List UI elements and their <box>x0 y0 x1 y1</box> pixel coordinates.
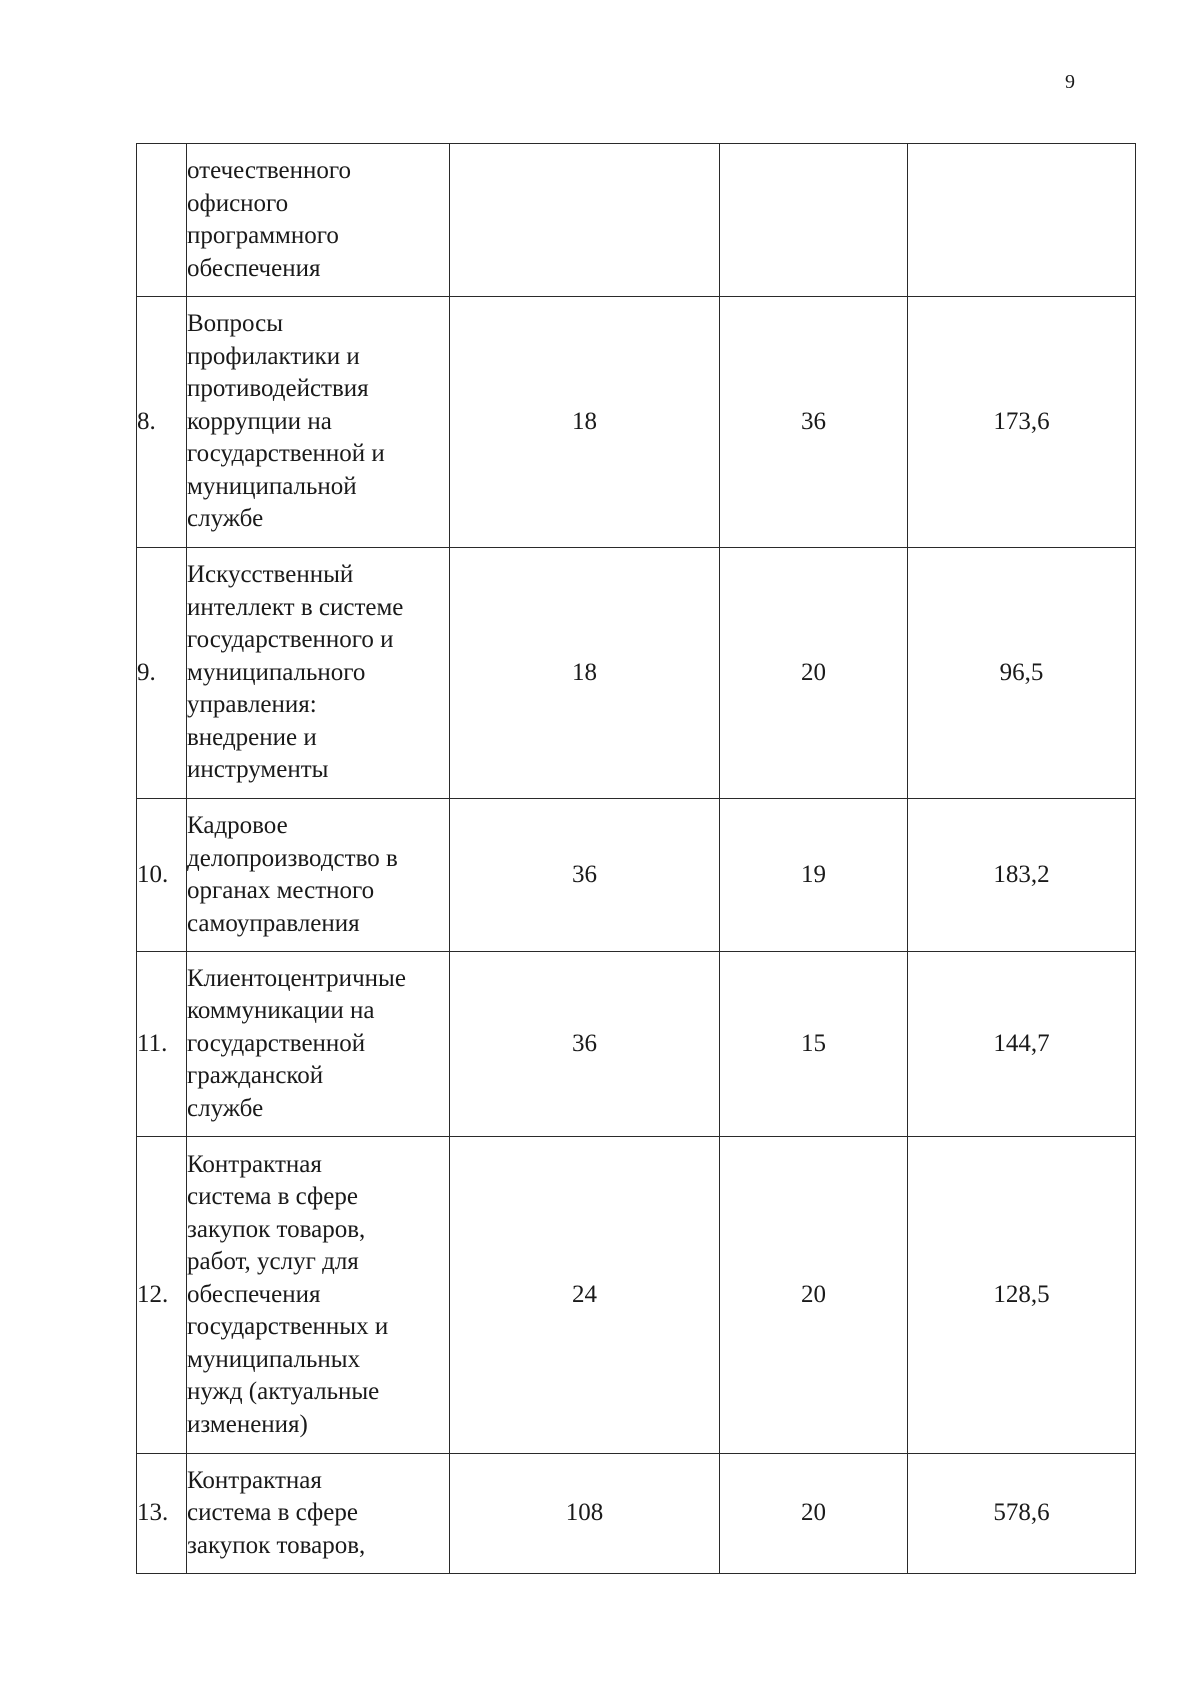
hours-cell <box>450 952 720 1137</box>
course-name: Контрактная система в сфере закупок товаров, <box>187 1454 450 1574</box>
participants-value: 20 <box>801 1499 826 1527</box>
row-number: 8. <box>137 297 187 548</box>
row-number: 11. <box>137 952 187 1137</box>
participants-value: 20 <box>801 1280 826 1308</box>
table-row <box>137 799 1136 952</box>
row-number: 13. <box>137 1454 187 1574</box>
amount-cell <box>908 297 1136 548</box>
participants-cell <box>720 799 908 952</box>
amount-cell <box>908 144 1136 297</box>
participants-value: 20 <box>801 658 826 686</box>
participants-value: 15 <box>801 1029 826 1057</box>
row-number: 9. <box>137 548 187 799</box>
participants-value: 36 <box>801 407 826 435</box>
table-row <box>137 297 1136 548</box>
participants-cell <box>720 952 908 1137</box>
row-number <box>137 144 187 297</box>
course-name: Искусственный интеллект в системе государственного и муниципального управления: внедрение и инструменты <box>187 548 450 799</box>
amount-value: 128,5 <box>993 1280 1050 1308</box>
participants-cell <box>720 1454 908 1574</box>
course-name: Клиентоцентричные коммуникации на государственной гражданской службе <box>187 952 450 1137</box>
hours-cell <box>450 1454 720 1574</box>
table-row <box>137 144 1136 297</box>
course-name: отечественного офисного программного обеспечения <box>187 144 450 297</box>
hours-value: 36 <box>572 1029 597 1057</box>
amount-cell <box>908 1454 1136 1574</box>
course-name: Вопросы профилактики и противодействия коррупции на государственной и муниципальной службе <box>187 297 450 548</box>
hours-value: 18 <box>572 407 597 435</box>
page-number: 9 <box>1065 71 1075 93</box>
table-row <box>137 548 1136 799</box>
amount-value: 578,6 <box>993 1499 1050 1527</box>
amount-cell <box>908 952 1136 1137</box>
amount-value: 144,7 <box>993 1029 1050 1057</box>
row-number: 10. <box>137 799 187 952</box>
course-name: Контрактная система в сфере закупок товаров, работ, услуг для обеспечения государственных и муниципальных нужд (актуальные изменения) <box>187 1137 450 1454</box>
amount-cell <box>908 799 1136 952</box>
participants-cell <box>720 297 908 548</box>
hours-cell <box>450 144 720 297</box>
participants-cell <box>720 1137 908 1454</box>
participants-cell <box>720 548 908 799</box>
amount-value: 96,5 <box>999 658 1044 686</box>
courses-table <box>136 143 1136 1574</box>
participants-cell <box>720 144 908 297</box>
course-name: Кадровое делопроизводство в органах местного самоуправления <box>187 799 450 952</box>
participants-value: 19 <box>801 860 826 888</box>
amount-cell <box>908 1137 1136 1454</box>
table-row <box>137 952 1136 1137</box>
hours-cell <box>450 1137 720 1454</box>
hours-cell <box>450 297 720 548</box>
hours-value: 24 <box>572 1280 597 1308</box>
hours-value: 108 <box>565 1499 604 1527</box>
table-row <box>137 1454 1136 1574</box>
row-number: 12. <box>137 1137 187 1454</box>
hours-cell <box>450 548 720 799</box>
table-row <box>137 1137 1136 1454</box>
amount-cell <box>908 548 1136 799</box>
hours-value: 18 <box>572 658 597 686</box>
hours-value: 36 <box>572 860 597 888</box>
amount-value: 183,2 <box>993 860 1050 888</box>
amount-value: 173,6 <box>993 407 1050 435</box>
hours-cell <box>450 799 720 952</box>
